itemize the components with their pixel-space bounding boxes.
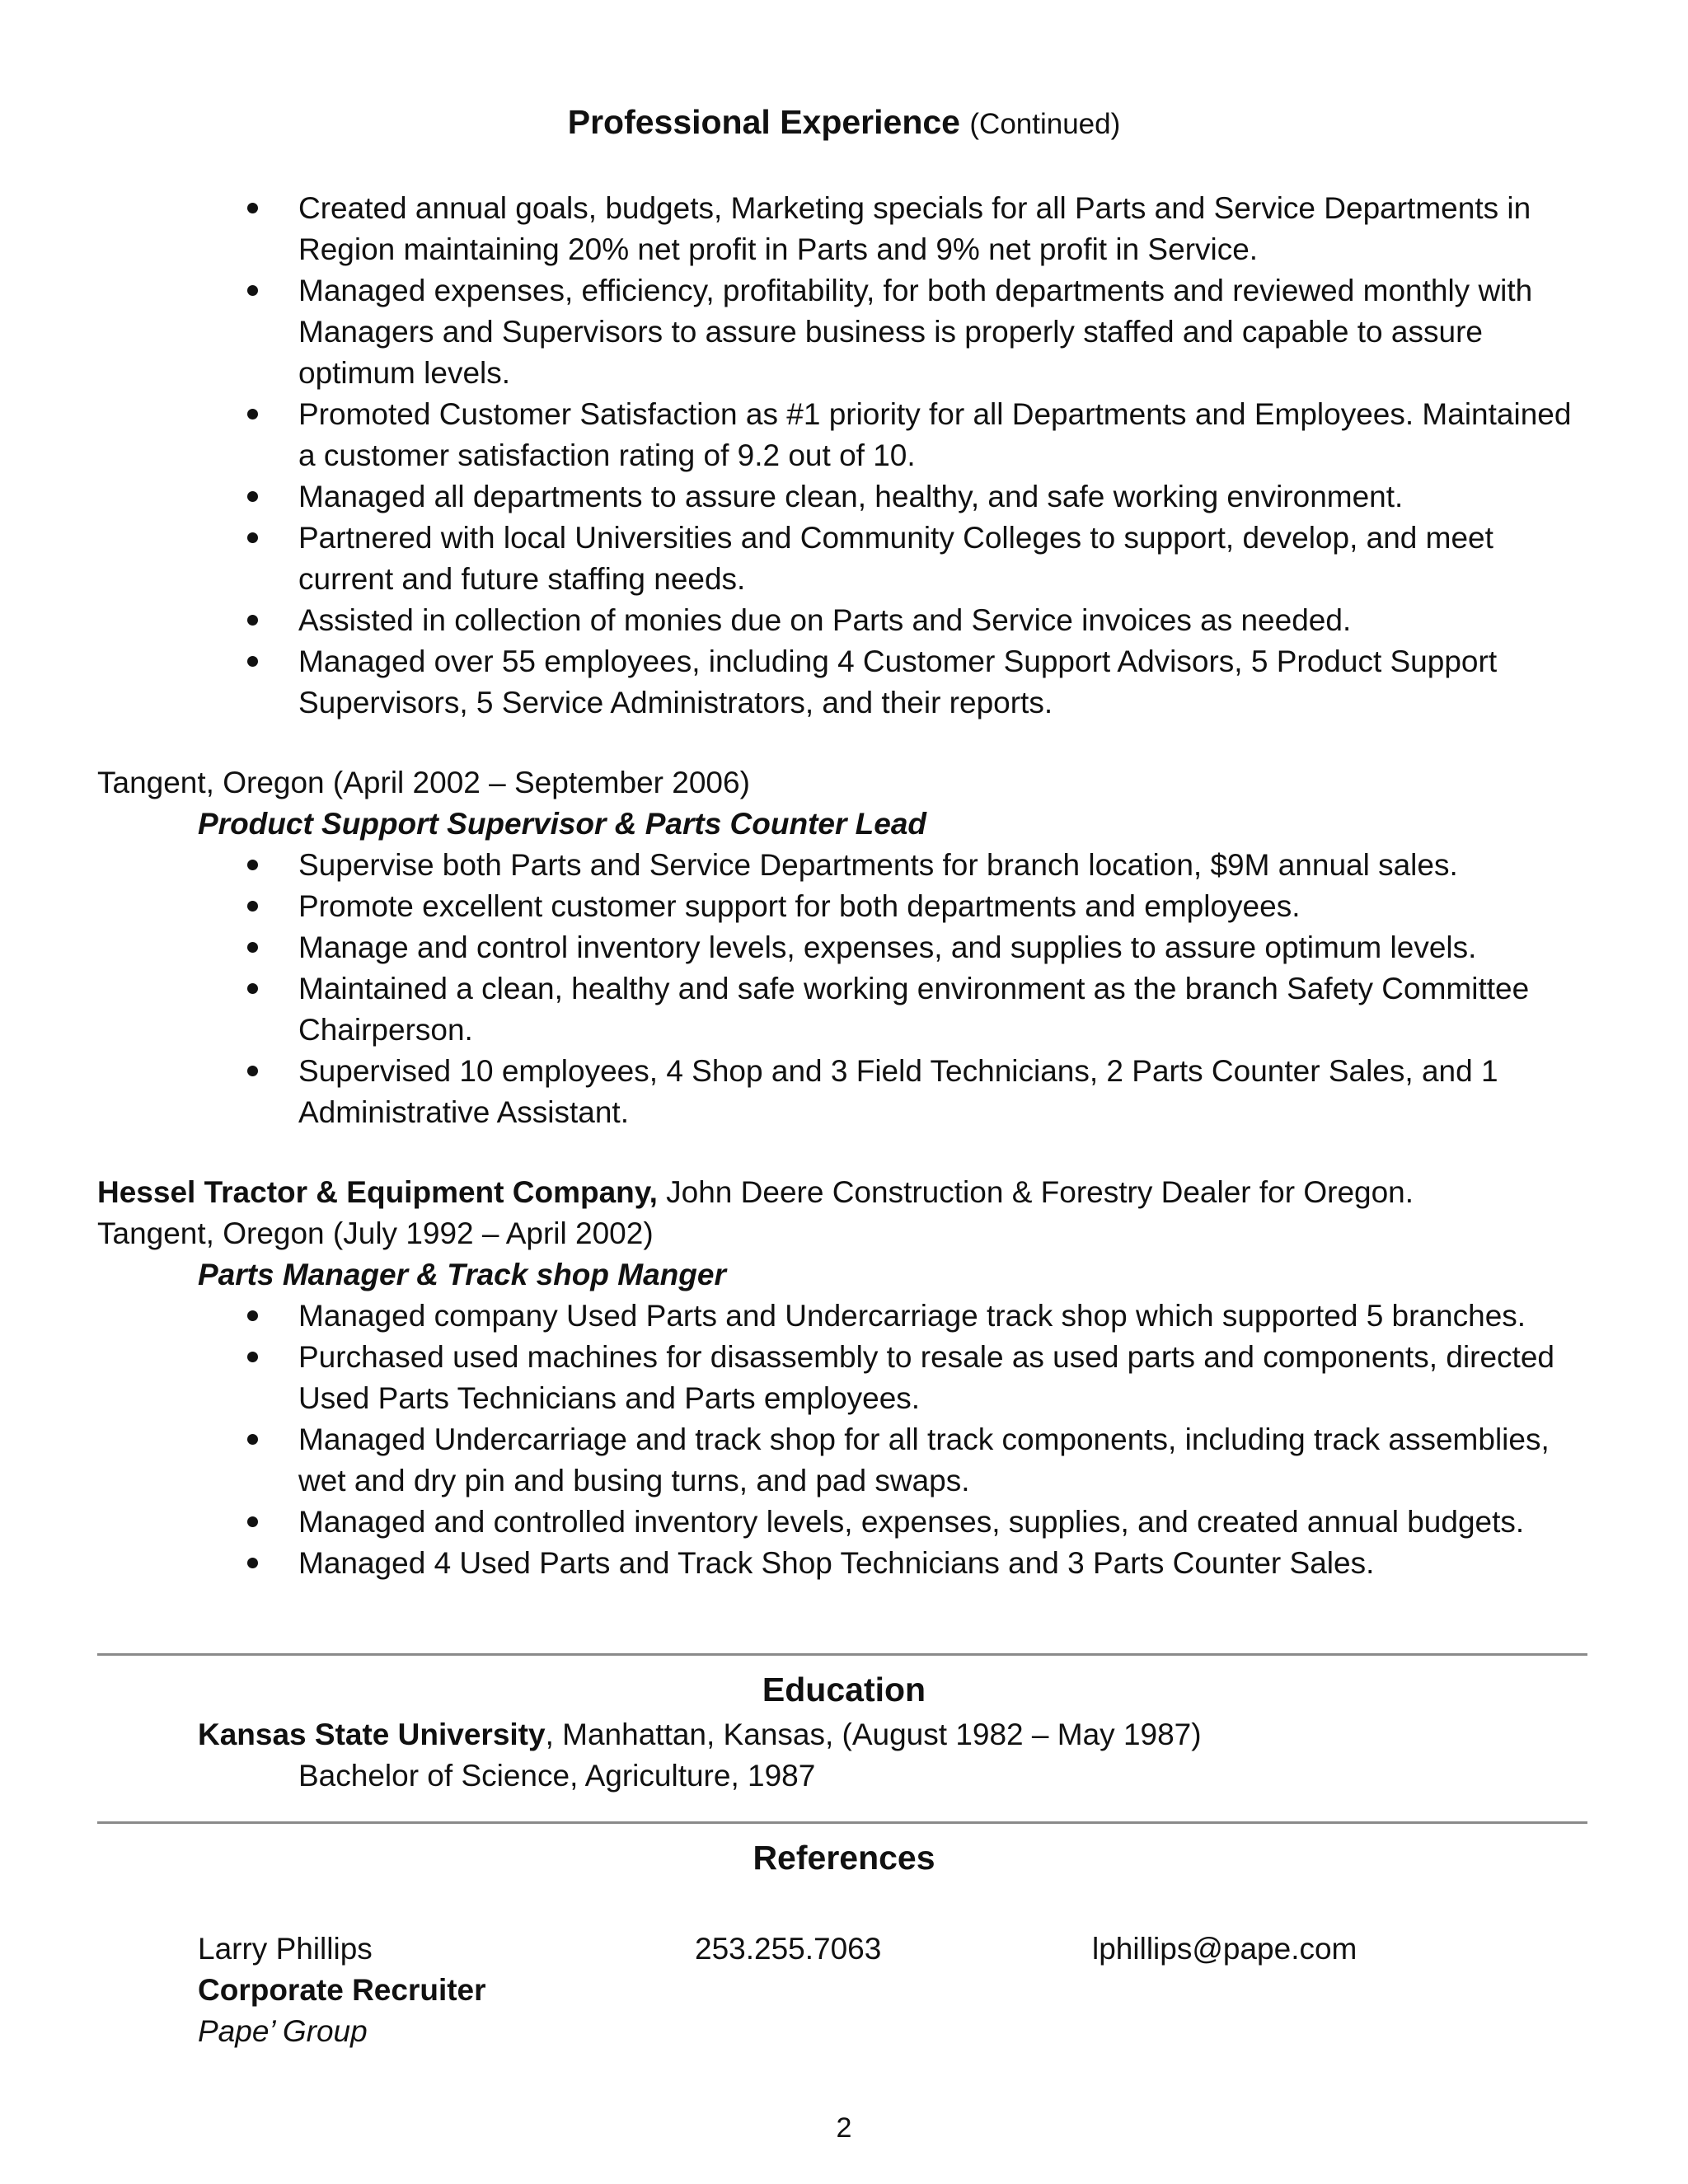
bullet-item xyxy=(247,845,1582,886)
bullet-text: Managed company Used Parts and Undercarriage track shop which supported 5 branches. xyxy=(298,1299,1526,1333)
bullet-text: Managed and controlled inventory levels, expenses, supplies, and created annual budgets. xyxy=(298,1505,1525,1539)
section-heading-education: Education xyxy=(762,1671,926,1708)
bullet-icon xyxy=(247,203,258,213)
bullet-item xyxy=(247,1543,1582,1584)
bullet-icon xyxy=(247,942,258,953)
bullet-item xyxy=(247,1502,1582,1543)
bullet-icon xyxy=(247,656,258,667)
education-school-details: , Manhattan, Kansas, (August 1982 – May 1987) xyxy=(545,1718,1202,1751)
bullet-item xyxy=(247,600,1582,641)
education-school-line xyxy=(198,1714,1202,1755)
bullet-item xyxy=(247,927,1582,968)
bullet-text: Managed expenses, efficiency, profitability, for both departments and reviewed monthly with Managers and Supervisors to assure business is properly staffed and capable to assure optimum levels. xyxy=(298,274,1533,390)
reference-title: Corporate Recruiter xyxy=(198,1973,486,2007)
bullet-item xyxy=(247,1337,1582,1419)
bullet-text: Assisted in collection of monies due on Parts and Service invoices as needed. xyxy=(298,603,1352,637)
bullet-text: Managed over 55 employees, including 4 Customer Support Advisors, 5 Product Support Supervisors, 5 Service Administrators, and their reports. xyxy=(298,644,1498,719)
job3-company: Hessel Tractor & Equipment Company, xyxy=(97,1175,658,1209)
bullet-icon xyxy=(247,1558,258,1568)
job3-bullets xyxy=(247,1296,1582,1584)
reference-name: Larry Phillips xyxy=(198,1932,373,1966)
bullet-text: Partnered with local Universities and Community Colleges to support, develop, and meet current and future staffing needs. xyxy=(298,521,1493,596)
reference-email: lphillips@pape.com xyxy=(1092,1932,1357,1966)
bullet-icon xyxy=(247,901,258,912)
bullet-item xyxy=(247,1419,1582,1502)
job3-location: Tangent, Oregon (July 1992 – April 2002) xyxy=(97,1216,654,1250)
section-divider xyxy=(97,1821,1587,1824)
job2-location: Tangent, Oregon (April 2002 – September 2006) xyxy=(97,766,750,799)
heading-suffix: (Continued) xyxy=(969,108,1121,140)
bullet-item xyxy=(247,968,1582,1051)
bullet-icon xyxy=(247,491,258,502)
bullet-text: Supervised 10 employees, 4 Shop and 3 Field Technicians, 2 Parts Counter Sales, and 1 Administrative Assistant. xyxy=(298,1054,1498,1129)
bullet-icon xyxy=(247,409,258,419)
bullet-text: Promoted Customer Satisfaction as #1 priority for all Departments and Employees. Maintained a customer satisfaction rating of 9.2 out of 10. xyxy=(298,397,1572,472)
bullet-icon xyxy=(247,615,258,626)
bullet-text: Managed all departments to assure clean, healthy, and safe working environment. xyxy=(298,480,1404,513)
reference-phone: 253.255.7063 xyxy=(695,1932,882,1966)
job3-title: Parts Manager & Track shop Manger xyxy=(198,1258,726,1291)
bullet-text: Managed 4 Used Parts and Track Shop Technicians and 3 Parts Counter Sales. xyxy=(298,1546,1375,1580)
bullet-text: Manage and control inventory levels, expenses, and supplies to assure optimum levels. xyxy=(298,930,1477,964)
bullet-text: Purchased used machines for disassembly to resale as used parts and components, directed Used Parts Technicians and Parts employees. xyxy=(298,1340,1554,1415)
job3-company-desc: John Deere Construction & Forestry Dealer for Oregon. xyxy=(657,1175,1414,1209)
experience-continued-bullets xyxy=(247,188,1582,724)
bullet-text: Created annual goals, budgets, Marketing specials for all Parts and Service Departments in Region maintaining 20% net profit in Parts and 9% net profit in Service. xyxy=(298,191,1531,266)
bullet-item xyxy=(247,188,1582,270)
bullet-text: Managed Undercarriage and track shop for all track components, including track assemblies, wet and dry pin and busing turns, and pad swaps. xyxy=(298,1422,1550,1497)
job2-title: Product Support Supervisor & Parts Counter Lead xyxy=(198,807,927,841)
bullet-icon xyxy=(247,1516,258,1527)
education-degree: Bachelor of Science, Agriculture, 1987 xyxy=(298,1759,816,1793)
bullet-item xyxy=(247,476,1582,518)
bullet-item xyxy=(247,270,1582,394)
bullet-item xyxy=(247,518,1582,600)
bullet-icon xyxy=(247,1066,258,1076)
bullet-item xyxy=(247,394,1582,476)
section-divider xyxy=(97,1653,1587,1656)
bullet-item xyxy=(247,886,1582,927)
bullet-icon xyxy=(247,860,258,870)
page-number: 2 xyxy=(836,2112,852,2144)
bullet-icon xyxy=(247,1434,258,1445)
bullet-text: Promote excellent customer support for both departments and employees. xyxy=(298,889,1301,923)
bullet-icon xyxy=(247,983,258,994)
education-school: Kansas State University xyxy=(198,1718,546,1751)
section-heading-references: References xyxy=(753,1839,935,1877)
bullet-item xyxy=(247,1296,1582,1337)
reference-company: Pape’ Group xyxy=(198,2014,368,2048)
job2-bullets xyxy=(247,845,1582,1133)
bullet-icon xyxy=(247,1352,258,1362)
bullet-item xyxy=(247,1051,1582,1133)
bullet-icon xyxy=(247,532,258,543)
bullet-icon xyxy=(247,1310,258,1321)
bullet-item xyxy=(247,641,1582,724)
bullet-text: Supervise both Parts and Service Departments for branch location, $9M annual sales. xyxy=(298,848,1458,882)
bullet-text: Maintained a clean, healthy and safe working environment as the branch Safety Committee Chairperson. xyxy=(298,972,1530,1047)
heading-text: Professional Experience xyxy=(567,103,960,141)
job3-company-line xyxy=(97,1172,1414,1213)
bullet-icon xyxy=(247,285,258,296)
section-heading-experience xyxy=(0,99,1688,148)
